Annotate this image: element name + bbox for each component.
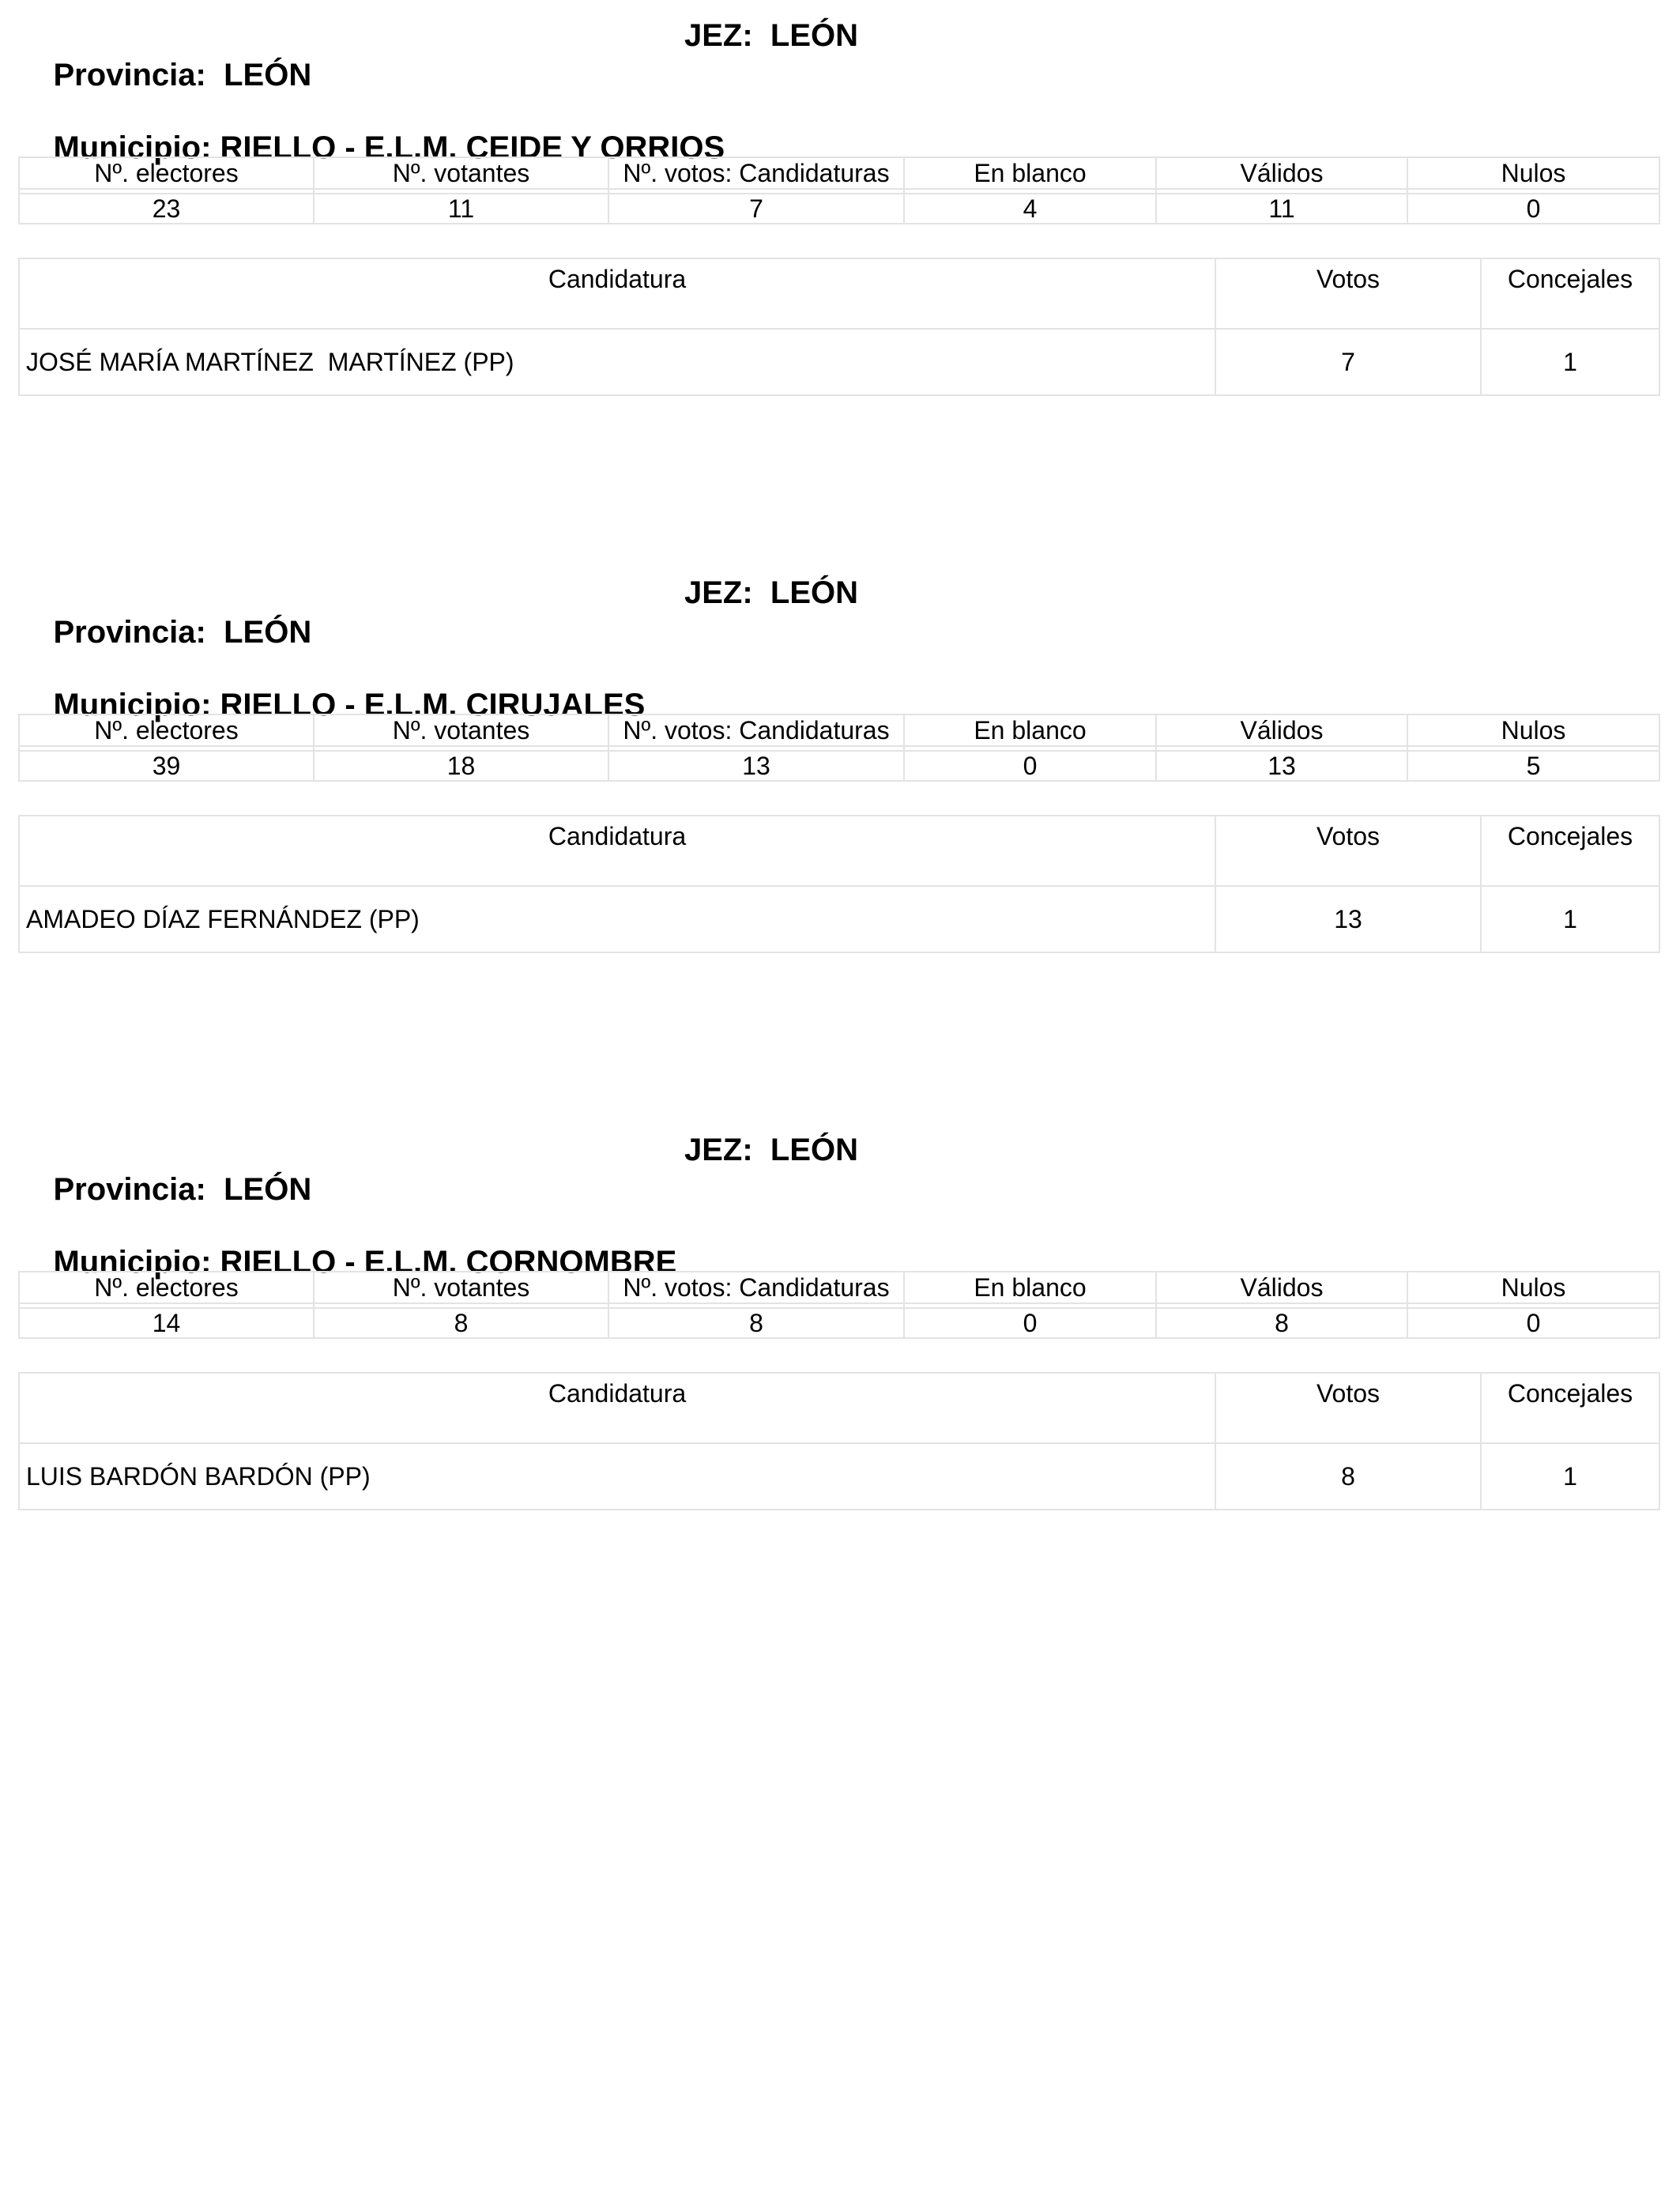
jez-value: LEÓN: [770, 575, 859, 610]
votos-header: Votos: [1215, 816, 1481, 886]
stats-header-cell: En blanco: [904, 1272, 1156, 1303]
candidate-row: [19, 886, 1659, 952]
stats-value-cell: 0: [1407, 1308, 1659, 1338]
stats-value-cell: 18: [314, 751, 608, 781]
stats-table: [18, 714, 1660, 782]
stats-header-row: [19, 714, 1659, 746]
candidatura-header: Candidatura: [19, 258, 1215, 329]
concejales-header: Concejales: [1481, 816, 1659, 886]
jez-value: LEÓN: [770, 1133, 859, 1167]
candidates-table: [18, 1372, 1660, 1510]
provincia-value: LEÓN: [224, 1172, 312, 1207]
candidate-votos: 8: [1215, 1443, 1481, 1510]
candidate-row: [19, 329, 1659, 395]
stats-header-cell: Nº. votos: Candidaturas: [608, 157, 904, 189]
stats-value-cell: 23: [19, 194, 314, 224]
candidate-concejales: 1: [1481, 886, 1659, 952]
municipio-value: RIELLO - E.L.M. CORNOMBRE: [220, 1245, 677, 1280]
candidate-concejales: 1: [1481, 1443, 1659, 1510]
stats-table: [18, 156, 1660, 224]
stats-header-cell: Nulos: [1407, 157, 1659, 189]
provincia-value: LEÓN: [224, 615, 312, 650]
candidate-votos: 7: [1215, 329, 1481, 395]
stats-header-cell: Válidos: [1156, 1272, 1407, 1303]
stats-value-cell: 8: [1156, 1308, 1407, 1338]
stats-value-row: [19, 751, 1659, 781]
stats-header-cell: Nº. electores: [19, 157, 314, 189]
jez-label: JEZ:: [684, 18, 753, 53]
jez-label: JEZ:: [684, 1133, 753, 1167]
stats-header-cell: Nº. electores: [19, 1272, 314, 1303]
stats-value-row: [19, 1308, 1659, 1338]
stats-header-cell: Nº. votantes: [314, 714, 608, 746]
provincia-line: [18, 16, 859, 92]
candidatura-header: Candidatura: [19, 816, 1215, 886]
municipio-label: Municipio:: [53, 1245, 212, 1280]
stats-header-cell: Nº. votantes: [314, 1272, 608, 1303]
stats-value-cell: 0: [904, 751, 1156, 781]
stats-header-cell: Nº. electores: [19, 714, 314, 746]
stats-value-cell: 11: [314, 194, 608, 224]
stats-value-cell: 4: [904, 194, 1156, 224]
jez-label: JEZ:: [684, 575, 753, 610]
stats-header-row: [19, 1272, 1659, 1303]
provincia-line: [18, 573, 859, 650]
stats-header-cell: Nº. votos: Candidaturas: [608, 714, 904, 746]
stats-value-cell: 13: [608, 751, 904, 781]
stats-value-cell: 39: [19, 751, 314, 781]
stats-value-cell: 11: [1156, 194, 1407, 224]
candidates-table: [18, 815, 1660, 953]
stats-header-cell: En blanco: [904, 714, 1156, 746]
stats-header-cell: Válidos: [1156, 714, 1407, 746]
stats-value-cell: 13: [1156, 751, 1407, 781]
stats-header-cell: Nº. votantes: [314, 157, 608, 189]
jez-group: [684, 1130, 858, 1170]
concejales-header: Concejales: [1481, 258, 1659, 329]
votos-header: Votos: [1215, 1373, 1481, 1443]
stats-header-row: [19, 157, 1659, 189]
stats-value-cell: 8: [314, 1308, 608, 1338]
stats-value-row: [19, 194, 1659, 224]
stats-value-cell: 8: [608, 1308, 904, 1338]
provincia-value: LEÓN: [224, 58, 312, 92]
candidates-header-row: [19, 1373, 1659, 1443]
stats-value-cell: 5: [1407, 751, 1659, 781]
candidatura-header: Candidatura: [19, 1373, 1215, 1443]
votos-header: Votos: [1215, 258, 1481, 329]
municipio-label: Municipio:: [53, 688, 212, 722]
stats-header-cell: En blanco: [904, 157, 1156, 189]
stats-value-cell: 0: [1407, 194, 1659, 224]
candidates-header-row: [19, 816, 1659, 886]
jez-group: [684, 16, 858, 55]
concejales-header: Concejales: [1481, 1373, 1659, 1443]
stats-header-cell: Nº. votos: Candidaturas: [608, 1272, 904, 1303]
jez-value: LEÓN: [770, 18, 859, 53]
candidate-row: [19, 1443, 1659, 1510]
stats-value-cell: 14: [19, 1308, 314, 1338]
candidates-table: [18, 258, 1660, 396]
provincia-line: [18, 1130, 859, 1207]
provincia-label: Provincia:: [53, 615, 206, 650]
stats-header-cell: Válidos: [1156, 157, 1407, 189]
municipio-value: RIELLO - E.L.M. CEIDE Y ORRIOS: [220, 130, 725, 165]
municipio-label: Municipio:: [53, 130, 212, 165]
stats-header-cell: Nulos: [1407, 714, 1659, 746]
candidate-name: AMADEO DÍAZ FERNÁNDEZ (PP): [19, 886, 1215, 952]
municipio-value: RIELLO - E.L.M. CIRUJALES: [220, 688, 646, 722]
candidate-name: JOSÉ MARÍA MARTÍNEZ MARTÍNEZ (PP): [19, 329, 1215, 395]
candidate-concejales: 1: [1481, 329, 1659, 395]
stats-value-cell: 0: [904, 1308, 1156, 1338]
provincia-label: Provincia:: [53, 58, 206, 92]
candidate-votos: 13: [1215, 886, 1481, 952]
jez-group: [684, 573, 858, 613]
stats-table: [18, 1271, 1660, 1339]
stats-value-cell: 7: [608, 194, 904, 224]
stats-header-cell: Nulos: [1407, 1272, 1659, 1303]
provincia-label: Provincia:: [53, 1172, 206, 1207]
candidate-name: LUIS BARDÓN BARDÓN (PP): [19, 1443, 1215, 1510]
candidates-header-row: [19, 258, 1659, 329]
